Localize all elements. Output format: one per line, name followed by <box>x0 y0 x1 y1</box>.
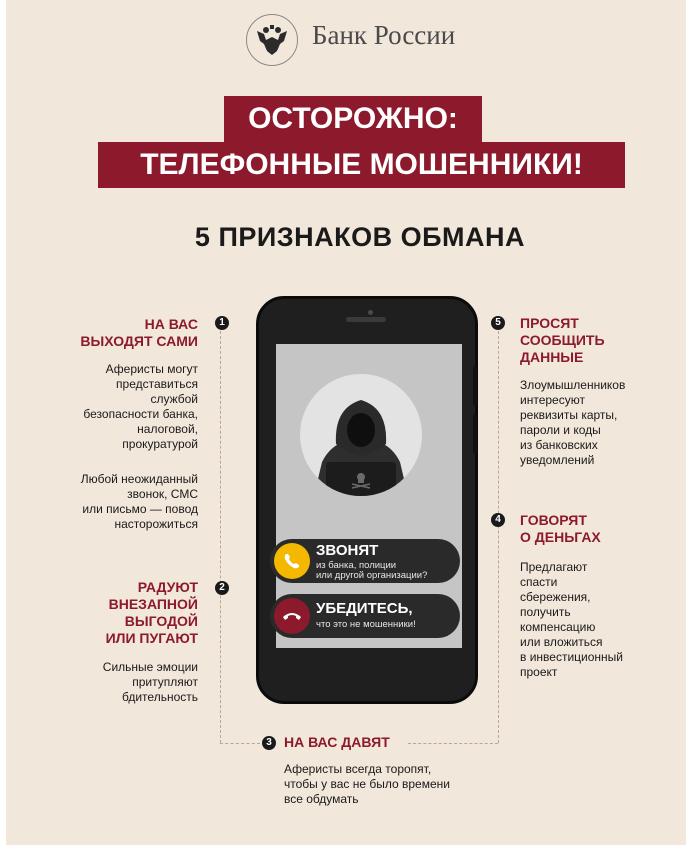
phone-decline-icon <box>274 598 310 634</box>
double-headed-eagle-icon <box>247 15 297 65</box>
sign-5-title: ПРОСЯТ СООБЩИТЬ ДАННЫЕ <box>520 315 605 365</box>
bank-emblem-logo <box>246 14 298 66</box>
connector-line-bottom-left <box>220 743 260 744</box>
hooded-hacker-icon <box>300 374 422 496</box>
verify-pill-title: УБЕДИТЕСЬ, <box>316 600 413 617</box>
sign-1-title: НА ВАС ВЫХОДЯТ САМИ <box>80 316 198 349</box>
phone-camera <box>368 310 373 315</box>
verify-pill-subtitle: что это не мошенники! <box>316 619 416 630</box>
sign-number-badge: 2 <box>215 581 229 595</box>
subtitle: 5 ПРИЗНАКОВ ОБМАНА <box>194 222 526 252</box>
title-banner-line1: ОСТОРОЖНО: <box>224 96 482 142</box>
bank-name: Банк России <box>312 20 456 50</box>
phone-side-button <box>473 414 477 454</box>
sign-number-badge: 3 <box>262 736 276 750</box>
connector-line-right <box>498 331 499 743</box>
sign-4-text: Предлагают спасти сбережения, получить компенсацию или вложиться в инвестиционный проект <box>520 560 623 679</box>
connector-line-left <box>220 331 221 743</box>
verify-caller-pill <box>270 594 460 638</box>
phone-speaker <box>346 317 386 322</box>
title-banner-line2: ТЕЛЕФОННЫЕ МОШЕННИКИ! <box>98 142 625 188</box>
sign-3-title: НА ВАС ДАВЯТ <box>284 734 390 750</box>
phone-side-button <box>473 366 477 406</box>
sign-3-text: Аферисты всегда торопят, чтобы у вас не было времени все обдумать <box>284 762 450 806</box>
phone-answer-icon <box>274 543 310 579</box>
sign-1-text-2: Любой неожиданный звонок, СМС или письмо — повод насторожиться <box>80 472 198 531</box>
sign-number-badge: 1 <box>215 316 229 330</box>
sign-2-title: РАДУЮТ ВНЕЗАПНОЙ ВЫГОДОЙ ИЛИ ПУГАЮТ <box>105 579 198 646</box>
incoming-call-pill <box>270 539 460 583</box>
sign-number-badge: 4 <box>491 513 505 527</box>
sign-4-title: ГОВОРЯТ О ДЕНЬГАХ <box>520 512 601 545</box>
sign-5-text: Злоумышленников интересуют реквизиты карты, пароли и коды из банковских уведомлений <box>520 378 626 467</box>
sign-2-text: Сильные эмоции притупляют бдительность <box>102 660 198 704</box>
sign-number-badge: 5 <box>491 316 505 330</box>
call-pill-subtitle-line1: из банка, полиции <box>316 560 397 571</box>
call-pill-title: ЗВОНЯТ <box>316 542 379 559</box>
sign-1-text: Аферисты могут представиться службой безопасности банка, налоговой, прокуратурой <box>83 362 198 451</box>
connector-line-bottom-right <box>408 743 498 744</box>
call-pill-subtitle-line2: или другой организации? <box>316 570 428 581</box>
